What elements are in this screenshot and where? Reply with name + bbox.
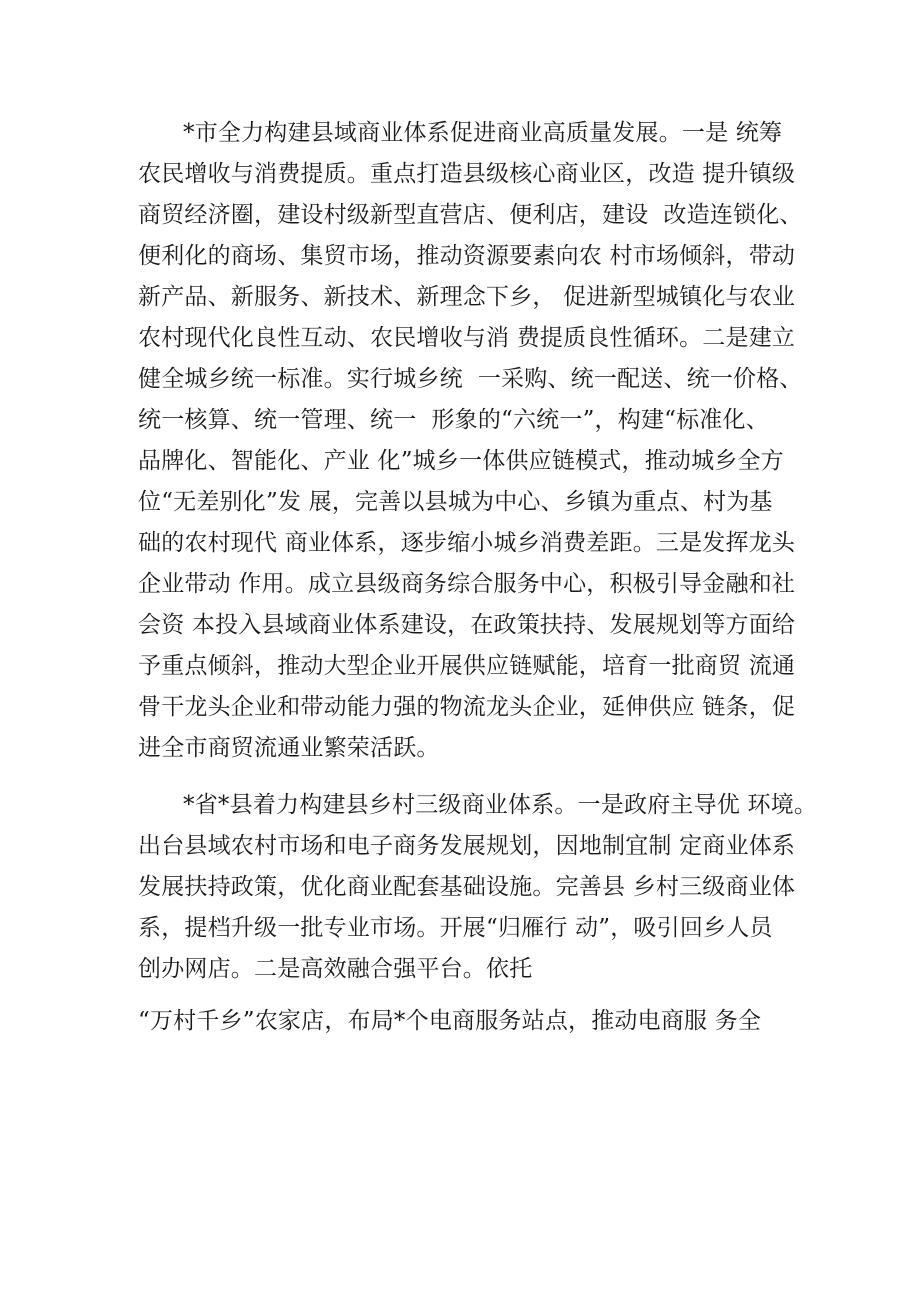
text-line: 予重点倾斜，推动大型企业开展供应链赋能，培育一批商贸 流通 [138, 653, 796, 679]
text-line: 创办网店。二是高效融合强平台。依托 [138, 956, 533, 982]
text-line: 骨干龙头企业和带动能力强的物流龙头企业，延伸供应 链条，促 [138, 694, 796, 720]
text-line: 会资 本投入县域商业体系建设，在政策扶持、发展规划等方面给 [138, 612, 796, 638]
text-line: 农民增收与消费提质。重点打造县级核心商业区，改造 提升镇级 [138, 161, 796, 187]
text-line: 便利化的商场、集贸市场，推动资源要素向农 村市场倾斜，带动 [138, 243, 796, 269]
text-line: 品牌化、智能化、产业 化”城乡一体供应链模式，推动城乡全方 [138, 448, 784, 474]
text-line: 商贸经济圈，建设村级新型直营店、便利店，建设 改造连锁化、 [138, 202, 803, 228]
text-line: 统一核算、统一管理、统一 形象的“六统一”，构建“标准化、 [138, 407, 769, 433]
text-line: *市全力构建县域商业体系促进商业高质量发展。一是 统筹 [183, 120, 783, 146]
text-line: 进全市商贸流通业繁荣活跃。 [138, 735, 440, 761]
text-line: 健全城乡统一标准。实行城乡统 一采购、统一配送、统一价格、 [138, 366, 803, 392]
text-line: 位“无差别化”发 展，完善以县城为中心、乡镇为重点、村为基 [138, 489, 773, 515]
text-line: 出台县域农村市场和电子商务发展规划，因地制宜制 定商业体系 [138, 833, 796, 859]
text-line: 企业带动 作用。成立县级商务综合服务中心，积极引导金融和社 [138, 571, 796, 597]
text-line: 新产品、新服务、新技术、新理念下乡， 促进新型城镇化与农业 [138, 284, 796, 310]
text-line: 础的农村现代 商业体系，逐步缩小城乡消费差距。三是发挥龙头 [138, 530, 796, 556]
text-line: 系，提档升级一批专业市场。开展“归雁行 动”，吸引回乡人员 [138, 915, 773, 941]
text-line: 发展扶持政策，优化商业配套基础设施。完善县 乡村三级商业体 [138, 874, 796, 900]
text-line: 农村现代化良性互动、农民增收与消 费提质良性循环。二是建立 [138, 325, 796, 351]
text-line: *省*县着力构建县乡村三级商业体系。一是政府主导优 环境。 [183, 792, 818, 818]
text-line: “万村千乡”农家店，布局*个电商服务站点，推动电商服 务全 [138, 1008, 762, 1034]
